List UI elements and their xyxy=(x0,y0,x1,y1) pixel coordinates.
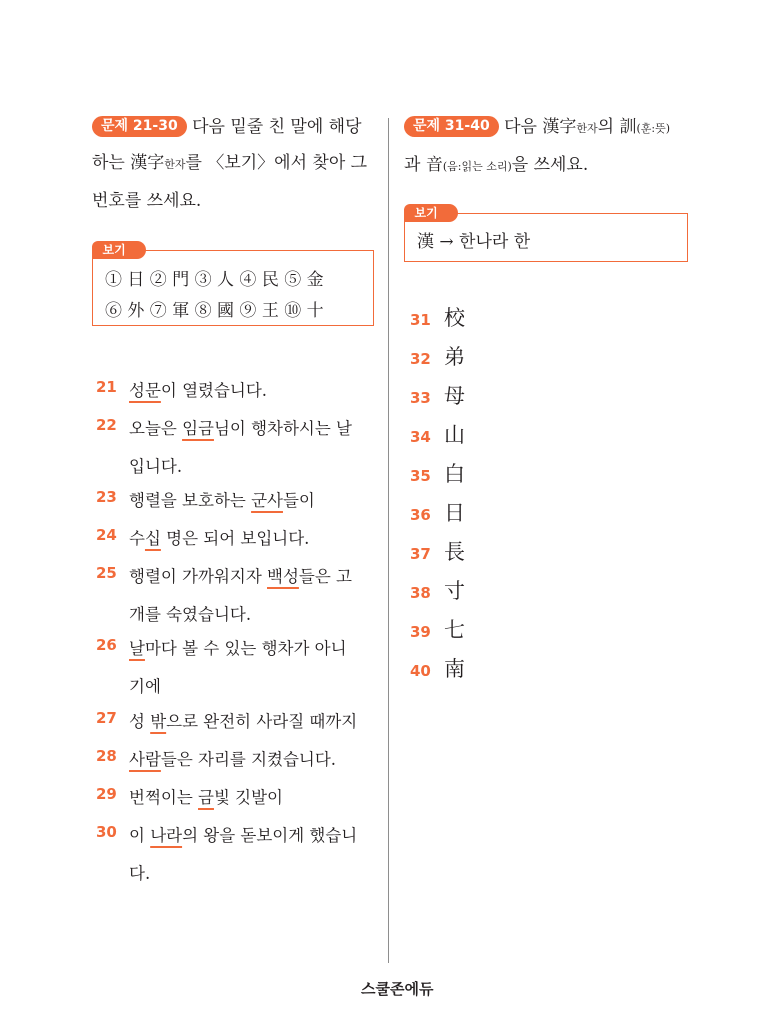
question-item xyxy=(96,741,386,779)
hanja-number: 31 xyxy=(410,311,431,329)
hanja-number: 40 xyxy=(410,662,431,680)
hanja-item xyxy=(410,458,465,488)
hanja-item xyxy=(410,653,465,683)
hanja-character: 南 xyxy=(444,657,465,681)
question-text xyxy=(129,558,386,634)
column-divider xyxy=(388,118,389,963)
question-text-post: 빛 깃발이 xyxy=(213,788,283,807)
question-text-post: 명은 되어 보입니다. xyxy=(160,529,310,548)
question-text-post: 이 열렸습니다. xyxy=(160,381,268,400)
question-text-pre: 행렬이 가까워지자 xyxy=(129,567,268,586)
hanja-character: 校 xyxy=(444,306,465,330)
question-number: 26 xyxy=(96,636,117,654)
hanja-number: 34 xyxy=(410,428,431,446)
example-options-line-1: ① 日 ② 門 ③ 人 ④ 民 ⑤ 金 xyxy=(105,270,324,290)
question-item xyxy=(96,372,386,410)
right-example-box xyxy=(404,206,688,262)
hanja-number: 33 xyxy=(410,389,431,407)
question-text xyxy=(129,630,386,706)
question-text xyxy=(129,520,386,558)
hanja-number: 39 xyxy=(410,623,431,641)
example-tag: 보기 xyxy=(92,241,146,259)
question-item xyxy=(96,410,386,486)
right-instr-a: 다음 漢字 xyxy=(504,117,577,137)
underlined-word: 금 xyxy=(198,788,214,807)
question-number: 28 xyxy=(96,747,117,765)
hanja-character: 白 xyxy=(444,462,465,486)
hanja-number: 32 xyxy=(410,350,431,368)
right-instr-small-3: (음:읽는 소리) xyxy=(442,160,512,173)
question-text-post: 의 왕을 돋보이게 했습니 xyxy=(182,826,358,845)
question-item xyxy=(96,779,386,817)
question-number: 24 xyxy=(96,526,117,544)
question-text-post: 으로 완전히 사라질 때까지 xyxy=(166,712,358,731)
hanja-number: 35 xyxy=(410,467,431,485)
underlined-word: 나라 xyxy=(150,826,183,845)
question-number: 22 xyxy=(96,416,117,434)
question-item xyxy=(96,817,386,893)
question-text-post: 들은 고 xyxy=(298,567,352,586)
question-number: 25 xyxy=(96,564,117,582)
instruction-text-3: 번호를 쓰세요. xyxy=(92,191,202,211)
question-text-pre: 성 xyxy=(129,712,151,731)
instruction-small-hanja: 한자 xyxy=(164,158,186,171)
question-item xyxy=(96,630,386,706)
problem-badge-21-30: 문제 21-30 xyxy=(92,116,187,137)
question-item xyxy=(96,703,386,741)
hanja-item xyxy=(410,497,465,527)
underlined-word: 임금 xyxy=(182,419,214,438)
question-text-pre: 수 xyxy=(129,529,145,548)
underlined-word: 십 xyxy=(144,529,161,548)
question-number: 29 xyxy=(96,785,117,803)
question-text xyxy=(129,817,386,893)
right-instruction xyxy=(404,109,704,185)
hanja-item xyxy=(410,575,465,605)
question-number: 23 xyxy=(96,488,117,506)
question-text-post: 마다 볼 수 있는 행차가 아니 xyxy=(144,639,347,658)
left-example-box xyxy=(92,243,374,326)
question-text-continued: 개를 숙였습니다. xyxy=(129,605,252,624)
hanja-character: 母 xyxy=(444,384,465,408)
example-options-line-2: ⑥ 外 ⑦ 軍 ⑧ 國 ⑨ 王 ⑩ 十 xyxy=(105,301,324,321)
question-text-post: 들이 xyxy=(282,491,315,510)
question-text xyxy=(129,410,386,486)
underlined-word: 군사 xyxy=(251,491,283,510)
underlined-word: 밖 xyxy=(150,712,167,731)
hanja-item xyxy=(410,341,465,371)
hanja-character: 山 xyxy=(444,423,465,447)
question-text xyxy=(129,779,386,817)
question-number: 30 xyxy=(96,823,117,841)
publisher-logo xyxy=(361,978,433,999)
hanja-number: 36 xyxy=(410,506,431,524)
hanja-character: 日 xyxy=(444,501,465,525)
underlined-word: 날 xyxy=(129,639,145,658)
left-instruction xyxy=(92,109,382,219)
question-text-post: 들은 자리를 지켰습니다. xyxy=(160,750,337,769)
question-text-post: 님이 행차하시는 날 xyxy=(213,419,352,438)
right-instr-c: 과 音 xyxy=(404,155,443,175)
hanja-number: 38 xyxy=(410,584,431,602)
question-text xyxy=(129,372,386,410)
logo-text: 스쿨존에듀 xyxy=(361,980,434,998)
right-instr-b: 의 訓 xyxy=(597,117,637,137)
right-example-text: 漢 → 한나라 한 xyxy=(417,232,531,252)
hanja-character: 七 xyxy=(444,618,465,642)
question-text-continued: 다. xyxy=(129,864,151,883)
question-text xyxy=(129,482,386,520)
right-example-tag: 보기 xyxy=(404,204,458,222)
hanja-item xyxy=(410,614,465,644)
question-text-pre: 행렬을 보호하는 xyxy=(129,491,252,510)
underlined-word: 성문 xyxy=(129,381,161,400)
question-text xyxy=(129,741,386,779)
hanja-item xyxy=(410,302,465,332)
question-number: 21 xyxy=(96,378,117,396)
hanja-item xyxy=(410,536,465,566)
question-text-pre: 이 xyxy=(129,826,151,845)
right-instr-small-2: (훈:뜻) xyxy=(636,122,670,135)
hanja-character: 弟 xyxy=(444,345,465,369)
question-text-pre: 번쩍이는 xyxy=(129,788,199,807)
underlined-word: 사람 xyxy=(129,750,161,769)
question-text-continued: 기에 xyxy=(129,677,161,696)
question-item xyxy=(96,558,386,634)
instruction-text-1: 다음 밑줄 친 말에 해당 xyxy=(192,117,362,137)
question-text-pre: 오늘은 xyxy=(129,419,183,438)
hanja-character: 長 xyxy=(444,540,465,564)
instruction-text-2a: 하는 漢字 xyxy=(92,153,165,173)
question-number: 27 xyxy=(96,709,117,727)
problem-badge-31-40: 문제 31-40 xyxy=(404,116,499,137)
hanja-character: 寸 xyxy=(444,579,465,603)
instruction-text-2b: 를 〈보기〉에서 찾아 그 xyxy=(185,153,368,173)
underlined-word: 백성 xyxy=(267,567,299,586)
question-text-continued: 입니다. xyxy=(129,457,183,476)
hanja-item xyxy=(410,419,465,449)
hanja-number: 37 xyxy=(410,545,431,563)
question-text xyxy=(129,703,386,741)
right-instr-d: 을 쓰세요. xyxy=(511,155,589,175)
right-instr-small-1: 한자 xyxy=(576,122,598,135)
question-item xyxy=(96,520,386,558)
hanja-item xyxy=(410,380,465,410)
question-item xyxy=(96,482,386,520)
